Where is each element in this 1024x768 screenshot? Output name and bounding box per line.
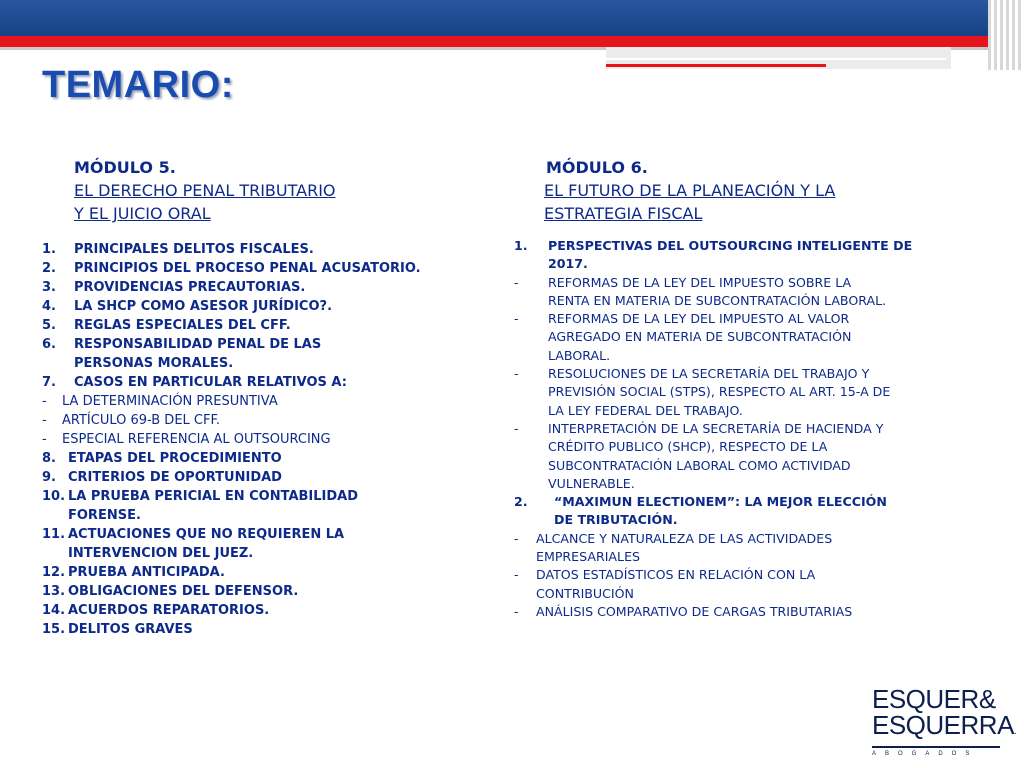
logo-subtitle: ABOGADOS (872, 751, 979, 757)
list-item: 12. PRUEBA ANTICIPADA. (42, 565, 225, 580)
list-item: - LA DETERMINACIÓN PRESUNTIVA (42, 394, 278, 409)
list-item: - ARTÍCULO 69-B DEL CFF. (42, 413, 220, 428)
list-item: - DATOS ESTADÍSTICOS EN RELACIÓN CON LA CONTRIBUCIÓN (514, 567, 816, 601)
list-item: 3. PROVIDENCIAS PRECAUTORIAS. (42, 280, 306, 295)
list-item: 5. REGLAS ESPECIALES DEL CFF. (42, 318, 291, 333)
list-item: - ANÁLISIS COMPARATIVO DE CARGAS TRIBUTARIAS (514, 603, 853, 619)
top-banner-accent-line (606, 58, 946, 60)
top-banner-blue (0, 0, 1024, 36)
list-item: 6. RESPONSABILIDAD PENAL DE LAS PERSONAS MORALES. (42, 337, 322, 371)
list-item: - INTERPRETACIÓN DE LA SECRETARÍA DE HACIENDA Y CRÉDITO PUBLICO (SHCP), RESPECTO DE LA SUBCONTRATACIÓN LABORAL COMO ACTIVIDAD VULNERABLE. (514, 420, 884, 491)
list-item: 11. ACTUACIONES QUE NO REQUIEREN LA INTERVENCION DEL JUEZ. (42, 527, 345, 561)
list-item: - ESPECIAL REFERENCIA AL OUTSOURCING (42, 432, 331, 447)
module-6-topic-list (514, 237, 914, 621)
module-5-heading: MÓDULO 5. (74, 158, 176, 177)
module-6-heading: MÓDULO 6. (546, 158, 648, 177)
module-6-subtitle-line1: EL FUTURO DE LA PLANEACIÓN Y LA (544, 181, 836, 200)
page-title: TEMARIO: (42, 64, 234, 106)
list-item: 1. PERSPECTIVAS DEL OUTSOURCING INTELIGENTE DE 2017. (514, 238, 913, 272)
list-item: - REFORMAS DE LA LEY DEL IMPUESTO AL VALOR AGREGADO EN MATERIA DE SUBCONTRATACIÓN LABORAL. (514, 311, 852, 363)
list-item: 4. LA SHCP COMO ASESOR JURÍDICO?. (42, 299, 333, 314)
module-6-column (514, 156, 914, 621)
top-banner-red (0, 36, 1024, 47)
logo-rule (872, 746, 1000, 748)
list-item: 14. ACUERDOS REPARATORIOS. (42, 603, 270, 618)
module-5-column (42, 156, 472, 639)
list-item: - RESOLUCIONES DE LA SECRETARÍA DEL TRABAJO Y PREVISIÓN SOCIAL (STPS), RESPECTO AL ART. 15-A DE LA LEY FEDERAL DEL TRABAJO. (514, 366, 891, 418)
module-5-topic-list (42, 240, 472, 639)
top-banner-accent-red (606, 64, 826, 67)
list-item: - ALCANCE Y NATURALEZA DE LAS ACTIVIDADES EMPRESARIALES (514, 530, 833, 565)
logo-line2: ESQUERRA. (872, 710, 1017, 740)
module-5-subtitle-line1: EL DERECHO PENAL TRIBUTARIO (74, 181, 336, 200)
list-item: 2. PRINCIPIOS DEL PROCESO PENAL ACUSATORIO. (42, 261, 421, 276)
list-item: 15. DELITOS GRAVES (42, 622, 193, 637)
company-logo (872, 684, 1017, 757)
module-5-subtitle-line2: Y EL JUICIO ORAL (74, 204, 211, 223)
logo-line1: ESQUER& (872, 684, 996, 714)
list-item: - REFORMAS DE LA LEY DEL IMPUESTO SOBRE LA RENTA EN MATERIA DE SUBCONTRATACIÓN LABORAL. (514, 274, 887, 308)
list-item: 8. ETAPAS DEL PROCEDIMIENTO (42, 451, 282, 466)
list-item: 2. “MAXIMUN ELECTIONEM”: LA MEJOR ELECCIÓN DE TRIBUTACIÓN. (514, 494, 887, 528)
list-item: 9. CRITERIOS DE OPORTUNIDAD (42, 470, 282, 485)
list-item: 1. PRINCIPALES DELITOS FISCALES. (42, 242, 314, 257)
list-item: 13. OBLIGACIONES DEL DEFENSOR. (42, 584, 299, 599)
module-6-subtitle-line2: ESTRATEGIA FISCAL (544, 204, 703, 223)
list-item: 10. LA PRUEBA PERICIAL EN CONTABILIDAD FORENSE. (42, 489, 359, 523)
list-item: 7. CASOS EN PARTICULAR RELATIVOS A: (42, 375, 347, 390)
top-banner-stripes (988, 0, 1024, 70)
